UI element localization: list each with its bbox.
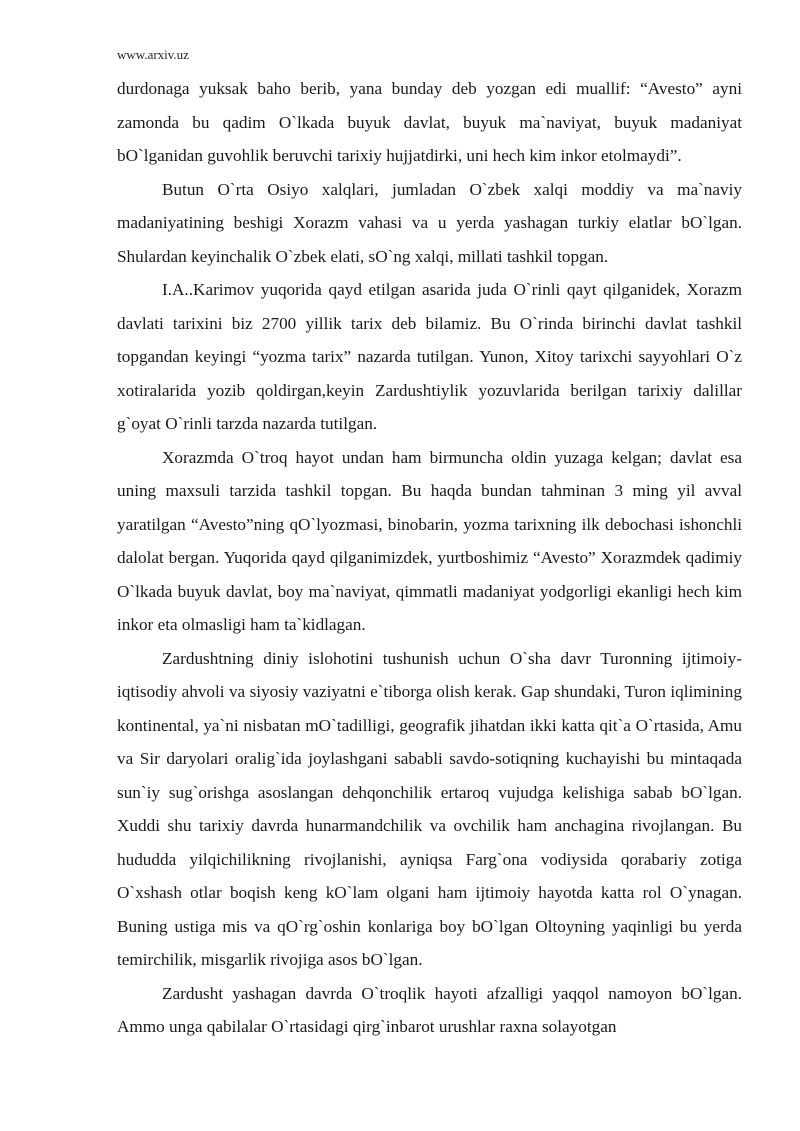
paragraph-5: Zardushtning diniy islohotini tushunish uchun O`sha davr Turonning ijtimoiy-iqtisodiy ahvoli va siyosiy vaziyatni e`tiborga olish kerak. Gap shundaki, Turon iqlimining kontinental, ya`ni nisbatan mO`tadilligi, geografik jihatdan ikki katta qit`a O`rtasida, Amu va Sir daryolari oralig`ida joylashgani sababli savdo-sotiqning kuchayishi bu mintaqada sun`iy sug`orishga asoslangan dehqonchilik ertaroq vujudga kelishiga sabab bO`lgan. Xuddi shu tarixiy davrda hunarmandchilik va ovchilik ham anchagina rivojlangan. Bu hududda yilqichilikning rivojlanishi, ayniqsa Farg`ona vodiysida qorabariy zotiga O`xshash otlar boqish keng kO`lam olgani ham ijtimoiy hayotda katta rol O`ynagan. Buning ustiga mis va qO`rg`oshin konlariga boy bO`lgan Oltoyning yaqinligi bu yerda temirchilik, misgarlik rivojiga asos bO`lgan. bbox=[117, 648, 742, 969]
paragraph-3: I.A..Karimov yuqorida qayd etilgan asarida juda O`rinli qayt qilganidek, Xorazm davlati tarixini biz 2700 yillik tarix deb bilamiz. Bu O`rinda birinchi davlat tashkil topgandan keyingi “yozma tarix” nazarda tutilgan. Yunon, Xitoy tarixchi sayyohlari O`z xotiralarida yozib qoldirgan,keyin Zardushtiylik yozuvlarida berilgan tarixiy dalillar g`oyat O`rinli tarzda nazarda tutilgan. bbox=[117, 280, 742, 433]
paragraph-6: Zardusht yashagan davrda O`troqlik hayoti afzalligi yaqqol namoyon bO`lgan. Ammo unga qabilalar O`rtasidagi qirg`inbarot urushlar raxna solayotgan bbox=[117, 983, 742, 1036]
paragraph-4: Xorazmda O`troq hayot undan ham birmuncha oldin yuzaga kelgan; davlat esa uning maxsuli tarzida tashkil topgan. Bu haqda bundan tahminan 3 ming yil avval yaratilgan “Avesto”ning qO`lyozmasi, binobarin, yozma tarixning ilk debochasi ishonchli dalolat bergan. Yuqorida qayd qilganimizdek, yurtboshimiz “Avesto” Xorazmdek qadimiy O`lkada buyuk davlat, boy ma`naviyat, qimmatli madaniyat yodgorligi ekanligi hech kim inkor eta olmasligi ham ta`kidlagan. bbox=[117, 447, 742, 634]
paragraph-2: Butun O`rta Osiyo xalqlari, jumladan O`zbek xalqi moddiy va ma`naviy madaniyatining beshigi Xorazm vahasi va u yerda yashagan turkiy elatlar bO`lgan. Shulardan keyinchalik O`zbek elati, sO`ng xalqi, millati tashkil topgan. bbox=[117, 179, 742, 266]
site-header: www.arxiv.uz bbox=[117, 47, 189, 62]
paragraph-1: durdonaga yuksak baho berib, yana bunday deb yozgan edi muallif: “Avesto” ayni zamonda bu qadim O`lkada buyuk davlat, buyuk ma`naviyat, buyuk madaniyat bO`lganidan guvohlik beruvchi tarixiy hujjatdirki, uni hech kim inkor etolmaydi”. bbox=[117, 79, 742, 165]
document-body bbox=[117, 72, 742, 1044]
